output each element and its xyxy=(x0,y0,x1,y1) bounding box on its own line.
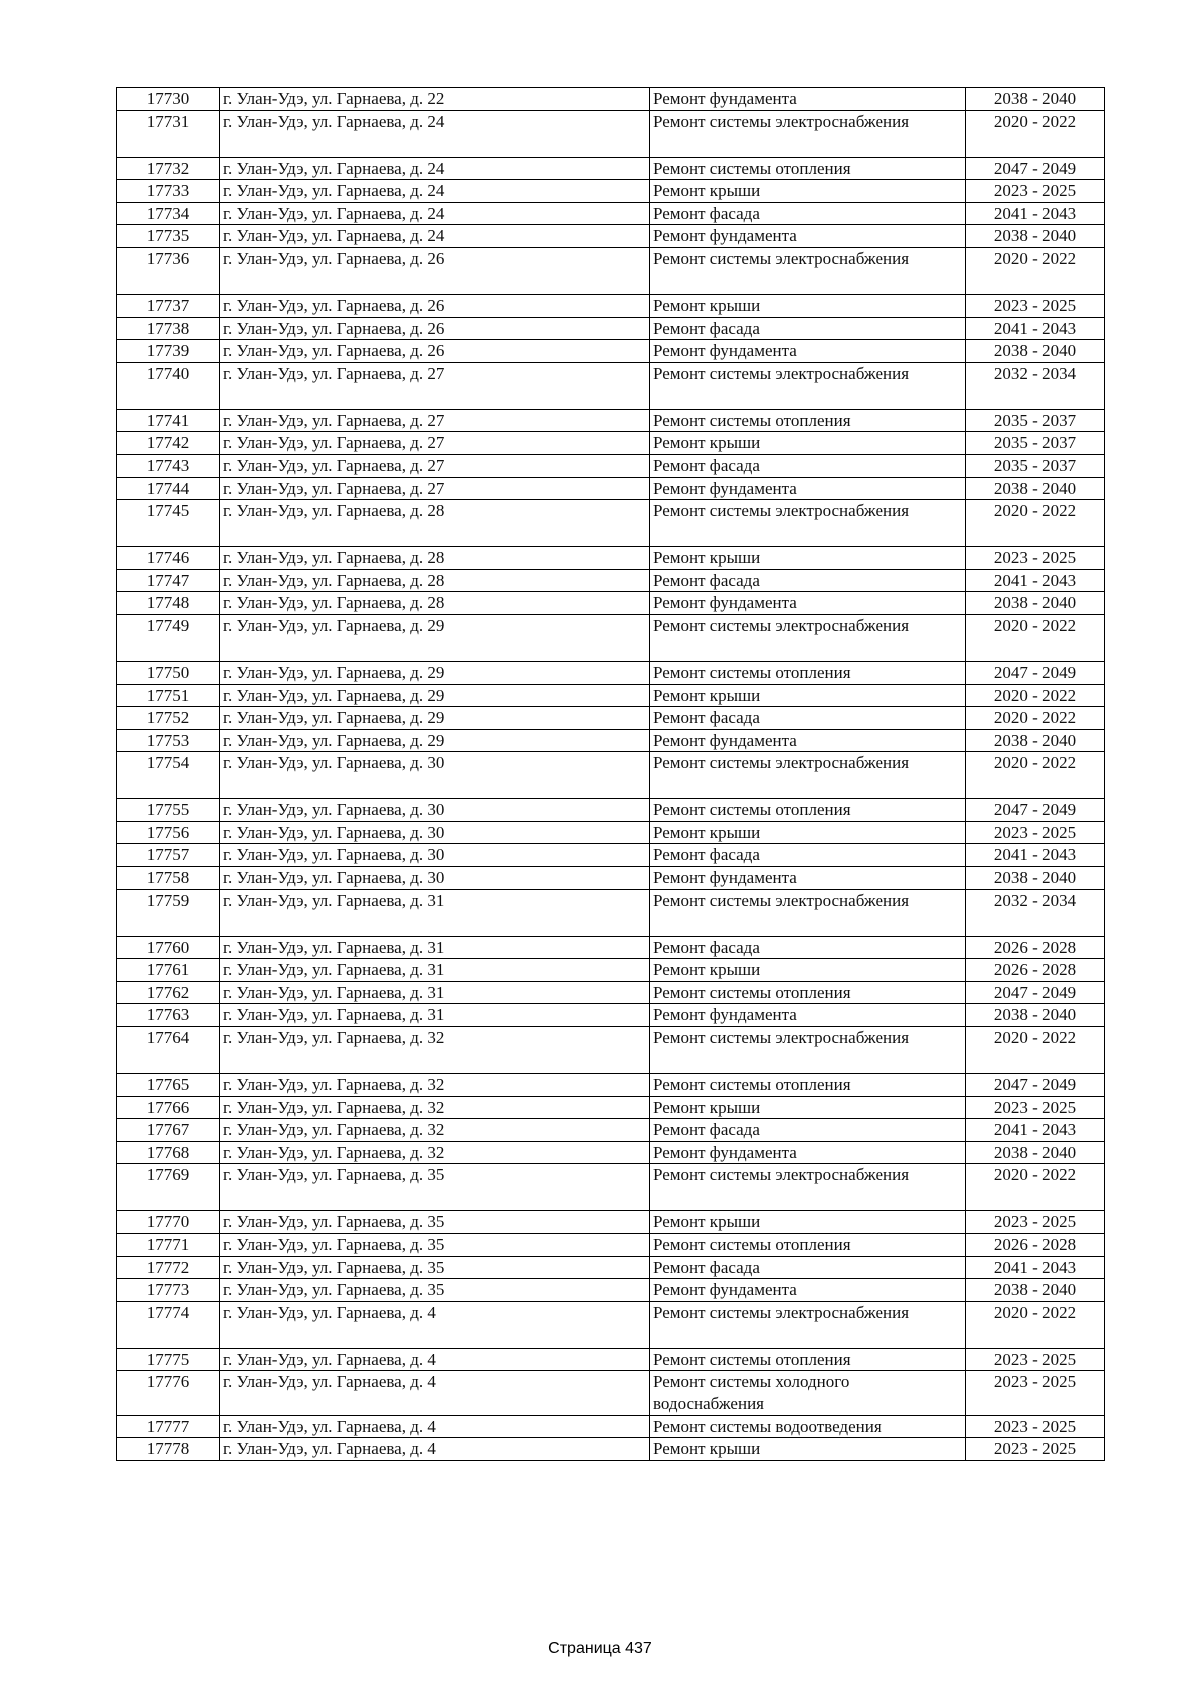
work-type-cell: Ремонт системы отопления xyxy=(650,409,966,432)
address-cell: г. Улан-Удэ, ул. Гарнаева, д. 31 xyxy=(220,889,650,936)
address-cell: г. Улан-Удэ, ул. Гарнаева, д. 4 xyxy=(220,1301,650,1348)
address-cell: г. Улан-Удэ, ул. Гарнаева, д. 32 xyxy=(220,1119,650,1142)
table-row xyxy=(117,1371,1105,1415)
table-row xyxy=(117,294,1105,317)
table-row xyxy=(117,1004,1105,1027)
work-type-cell: Ремонт фундамента xyxy=(650,477,966,500)
work-type-cell: Ремонт фундамента xyxy=(650,1004,966,1027)
period-cell: 2026 - 2028 xyxy=(966,1234,1105,1257)
address-cell: г. Улан-Удэ, ул. Гарнаева, д. 24 xyxy=(220,180,650,203)
table-row xyxy=(117,1301,1105,1348)
table-row xyxy=(117,1027,1105,1074)
address-cell: г. Улан-Удэ, ул. Гарнаева, д. 30 xyxy=(220,821,650,844)
address-cell: г. Улан-Удэ, ул. Гарнаева, д. 22 xyxy=(220,88,650,111)
work-type-cell: Ремонт фасада xyxy=(650,202,966,225)
work-type-cell: Ремонт фундамента xyxy=(650,225,966,248)
address-cell: г. Улан-Удэ, ул. Гарнаева, д. 30 xyxy=(220,844,650,867)
work-type-cell: Ремонт фундамента xyxy=(650,88,966,111)
row-number-cell: 17769 xyxy=(117,1164,220,1211)
address-cell: г. Улан-Удэ, ул. Гарнаева, д. 27 xyxy=(220,362,650,409)
address-cell: г. Улан-Удэ, ул. Гарнаева, д. 31 xyxy=(220,981,650,1004)
period-cell: 2038 - 2040 xyxy=(966,88,1105,111)
period-cell: 2047 - 2049 xyxy=(966,981,1105,1004)
period-cell: 2038 - 2040 xyxy=(966,867,1105,890)
work-type-cell: Ремонт системы отопления xyxy=(650,157,966,180)
work-type-cell: Ремонт фасада xyxy=(650,1256,966,1279)
table-row xyxy=(117,1211,1105,1234)
work-type-cell: Ремонт системы отопления xyxy=(650,1074,966,1097)
row-number-cell: 17751 xyxy=(117,684,220,707)
table-row xyxy=(117,844,1105,867)
address-cell: г. Улан-Удэ, ул. Гарнаева, д. 35 xyxy=(220,1256,650,1279)
row-number-cell: 17743 xyxy=(117,454,220,477)
row-number-cell: 17734 xyxy=(117,202,220,225)
address-cell: г. Улан-Удэ, ул. Гарнаева, д. 28 xyxy=(220,592,650,615)
period-cell: 2026 - 2028 xyxy=(966,936,1105,959)
row-number-cell: 17737 xyxy=(117,294,220,317)
table-row xyxy=(117,1096,1105,1119)
work-type-cell: Ремонт системы отопления xyxy=(650,799,966,822)
table-row xyxy=(117,661,1105,684)
row-number-cell: 17742 xyxy=(117,432,220,455)
period-cell: 2038 - 2040 xyxy=(966,1004,1105,1027)
period-cell: 2023 - 2025 xyxy=(966,821,1105,844)
table-row xyxy=(117,684,1105,707)
table-row xyxy=(117,1074,1105,1097)
period-cell: 2035 - 2037 xyxy=(966,454,1105,477)
row-number-cell: 17763 xyxy=(117,1004,220,1027)
row-number-cell: 17749 xyxy=(117,614,220,661)
work-type-cell: Ремонт системы отопления xyxy=(650,1348,966,1371)
table-row xyxy=(117,180,1105,203)
table-row xyxy=(117,752,1105,799)
address-cell: г. Улан-Удэ, ул. Гарнаева, д. 31 xyxy=(220,1004,650,1027)
address-cell: г. Улан-Удэ, ул. Гарнаева, д. 31 xyxy=(220,959,650,982)
table-row xyxy=(117,477,1105,500)
work-type-cell: Ремонт системы электроснабжения xyxy=(650,1164,966,1211)
address-cell: г. Улан-Удэ, ул. Гарнаева, д. 35 xyxy=(220,1234,650,1257)
row-number-cell: 17731 xyxy=(117,110,220,157)
address-cell: г. Улан-Удэ, ул. Гарнаева, д. 4 xyxy=(220,1415,650,1438)
table-row xyxy=(117,799,1105,822)
period-cell: 2032 - 2034 xyxy=(966,889,1105,936)
work-type-cell: Ремонт системы электроснабжения xyxy=(650,1027,966,1074)
row-number-cell: 17750 xyxy=(117,661,220,684)
row-number-cell: 17736 xyxy=(117,247,220,294)
row-number-cell: 17755 xyxy=(117,799,220,822)
period-cell: 2023 - 2025 xyxy=(966,1438,1105,1461)
repair-schedule-table xyxy=(116,87,1105,1461)
table-row xyxy=(117,1256,1105,1279)
row-number-cell: 17774 xyxy=(117,1301,220,1348)
period-cell: 2023 - 2025 xyxy=(966,1371,1105,1415)
work-type-cell: Ремонт крыши xyxy=(650,432,966,455)
period-cell: 2023 - 2025 xyxy=(966,1348,1105,1371)
work-type-cell: Ремонт крыши xyxy=(650,547,966,570)
address-cell: г. Улан-Удэ, ул. Гарнаева, д. 24 xyxy=(220,110,650,157)
row-number-cell: 17752 xyxy=(117,707,220,730)
work-type-cell: Ремонт системы отопления xyxy=(650,981,966,1004)
row-number-cell: 17732 xyxy=(117,157,220,180)
row-number-cell: 17765 xyxy=(117,1074,220,1097)
row-number-cell: 17745 xyxy=(117,500,220,547)
period-cell: 2047 - 2049 xyxy=(966,157,1105,180)
table-row xyxy=(117,432,1105,455)
address-cell: г. Улан-Удэ, ул. Гарнаева, д. 26 xyxy=(220,317,650,340)
work-type-cell: Ремонт фасада xyxy=(650,454,966,477)
address-cell: г. Улан-Удэ, ул. Гарнаева, д. 4 xyxy=(220,1371,650,1415)
table-row xyxy=(117,889,1105,936)
work-type-cell: Ремонт системы холодного водоснабжения xyxy=(650,1371,966,1415)
table-row xyxy=(117,729,1105,752)
address-cell: г. Улан-Удэ, ул. Гарнаева, д. 28 xyxy=(220,547,650,570)
table-row xyxy=(117,1141,1105,1164)
table-row xyxy=(117,409,1105,432)
row-number-cell: 17775 xyxy=(117,1348,220,1371)
work-type-cell: Ремонт крыши xyxy=(650,1438,966,1461)
period-cell: 2035 - 2037 xyxy=(966,432,1105,455)
period-cell: 2020 - 2022 xyxy=(966,1301,1105,1348)
address-cell: г. Улан-Удэ, ул. Гарнаева, д. 30 xyxy=(220,752,650,799)
address-cell: г. Улан-Удэ, ул. Гарнаева, д. 28 xyxy=(220,500,650,547)
period-cell: 2038 - 2040 xyxy=(966,225,1105,248)
work-type-cell: Ремонт фасада xyxy=(650,844,966,867)
table-row xyxy=(117,981,1105,1004)
address-cell: г. Улан-Удэ, ул. Гарнаева, д. 31 xyxy=(220,936,650,959)
period-cell: 2023 - 2025 xyxy=(966,1211,1105,1234)
row-number-cell: 17738 xyxy=(117,317,220,340)
address-cell: г. Улан-Удэ, ул. Гарнаева, д. 32 xyxy=(220,1141,650,1164)
table-row xyxy=(117,1348,1105,1371)
period-cell: 2020 - 2022 xyxy=(966,1164,1105,1211)
period-cell: 2020 - 2022 xyxy=(966,684,1105,707)
work-type-cell: Ремонт системы электроснабжения xyxy=(650,614,966,661)
table-row xyxy=(117,454,1105,477)
work-type-cell: Ремонт фасада xyxy=(650,707,966,730)
period-cell: 2020 - 2022 xyxy=(966,500,1105,547)
table-row xyxy=(117,340,1105,363)
period-cell: 2020 - 2022 xyxy=(966,614,1105,661)
work-type-cell: Ремонт крыши xyxy=(650,294,966,317)
address-cell: г. Улан-Удэ, ул. Гарнаева, д. 35 xyxy=(220,1279,650,1302)
work-type-cell: Ремонт крыши xyxy=(650,1211,966,1234)
row-number-cell: 17760 xyxy=(117,936,220,959)
table-row xyxy=(117,547,1105,570)
table-row xyxy=(117,821,1105,844)
address-cell: г. Улан-Удэ, ул. Гарнаева, д. 29 xyxy=(220,661,650,684)
period-cell: 2041 - 2043 xyxy=(966,1119,1105,1142)
row-number-cell: 17735 xyxy=(117,225,220,248)
row-number-cell: 17768 xyxy=(117,1141,220,1164)
period-cell: 2020 - 2022 xyxy=(966,752,1105,799)
address-cell: г. Улан-Удэ, ул. Гарнаева, д. 32 xyxy=(220,1096,650,1119)
period-cell: 2038 - 2040 xyxy=(966,1279,1105,1302)
work-type-cell: Ремонт системы электроснабжения xyxy=(650,110,966,157)
row-number-cell: 17733 xyxy=(117,180,220,203)
address-cell: г. Улан-Удэ, ул. Гарнаева, д. 27 xyxy=(220,409,650,432)
period-cell: 2020 - 2022 xyxy=(966,110,1105,157)
row-number-cell: 17772 xyxy=(117,1256,220,1279)
period-cell: 2020 - 2022 xyxy=(966,707,1105,730)
work-type-cell: Ремонт системы электроснабжения xyxy=(650,752,966,799)
address-cell: г. Улан-Удэ, ул. Гарнаева, д. 32 xyxy=(220,1074,650,1097)
work-type-cell: Ремонт фундамента xyxy=(650,1279,966,1302)
address-cell: г. Улан-Удэ, ул. Гарнаева, д. 24 xyxy=(220,157,650,180)
period-cell: 2047 - 2049 xyxy=(966,1074,1105,1097)
address-cell: г. Улан-Удэ, ул. Гарнаева, д. 29 xyxy=(220,684,650,707)
work-type-cell: Ремонт фасада xyxy=(650,569,966,592)
period-cell: 2038 - 2040 xyxy=(966,340,1105,363)
period-cell: 2041 - 2043 xyxy=(966,202,1105,225)
period-cell: 2032 - 2034 xyxy=(966,362,1105,409)
row-number-cell: 17739 xyxy=(117,340,220,363)
row-number-cell: 17759 xyxy=(117,889,220,936)
table-row xyxy=(117,707,1105,730)
work-type-cell: Ремонт системы электроснабжения xyxy=(650,889,966,936)
address-cell: г. Улан-Удэ, ул. Гарнаева, д. 26 xyxy=(220,294,650,317)
work-type-cell: Ремонт системы электроснабжения xyxy=(650,362,966,409)
row-number-cell: 17730 xyxy=(117,88,220,111)
address-cell: г. Улан-Удэ, ул. Гарнаева, д. 24 xyxy=(220,202,650,225)
period-cell: 2047 - 2049 xyxy=(966,661,1105,684)
row-number-cell: 17747 xyxy=(117,569,220,592)
period-cell: 2038 - 2040 xyxy=(966,592,1105,615)
period-cell: 2038 - 2040 xyxy=(966,477,1105,500)
period-cell: 2038 - 2040 xyxy=(966,1141,1105,1164)
row-number-cell: 17771 xyxy=(117,1234,220,1257)
period-cell: 2041 - 2043 xyxy=(966,569,1105,592)
table-row xyxy=(117,500,1105,547)
row-number-cell: 17777 xyxy=(117,1415,220,1438)
period-cell: 2023 - 2025 xyxy=(966,180,1105,203)
period-cell: 2047 - 2049 xyxy=(966,799,1105,822)
work-type-cell: Ремонт фундамента xyxy=(650,592,966,615)
work-type-cell: Ремонт фундамента xyxy=(650,1141,966,1164)
row-number-cell: 17773 xyxy=(117,1279,220,1302)
address-cell: г. Улан-Удэ, ул. Гарнаева, д. 28 xyxy=(220,569,650,592)
table-row xyxy=(117,1164,1105,1211)
period-cell: 2026 - 2028 xyxy=(966,959,1105,982)
row-number-cell: 17757 xyxy=(117,844,220,867)
period-cell: 2023 - 2025 xyxy=(966,547,1105,570)
work-type-cell: Ремонт фасада xyxy=(650,1119,966,1142)
table-row xyxy=(117,362,1105,409)
address-cell: г. Улан-Удэ, ул. Гарнаева, д. 27 xyxy=(220,477,650,500)
work-type-cell: Ремонт системы электроснабжения xyxy=(650,1301,966,1348)
address-cell: г. Улан-Удэ, ул. Гарнаева, д. 4 xyxy=(220,1348,650,1371)
row-number-cell: 17761 xyxy=(117,959,220,982)
row-number-cell: 17762 xyxy=(117,981,220,1004)
row-number-cell: 17756 xyxy=(117,821,220,844)
address-cell: г. Улан-Удэ, ул. Гарнаева, д. 30 xyxy=(220,867,650,890)
address-cell: г. Улан-Удэ, ул. Гарнаева, д. 29 xyxy=(220,707,650,730)
work-type-cell: Ремонт крыши xyxy=(650,180,966,203)
work-type-cell: Ремонт крыши xyxy=(650,684,966,707)
address-cell: г. Улан-Удэ, ул. Гарнаева, д. 26 xyxy=(220,340,650,363)
table-body xyxy=(117,88,1105,1461)
address-cell: г. Улан-Удэ, ул. Гарнаева, д. 29 xyxy=(220,614,650,661)
row-number-cell: 17754 xyxy=(117,752,220,799)
row-number-cell: 17767 xyxy=(117,1119,220,1142)
work-type-cell: Ремонт системы электроснабжения xyxy=(650,247,966,294)
work-type-cell: Ремонт крыши xyxy=(650,821,966,844)
work-type-cell: Ремонт крыши xyxy=(650,1096,966,1119)
work-type-cell: Ремонт системы водоотведения xyxy=(650,1415,966,1438)
work-type-cell: Ремонт фундамента xyxy=(650,867,966,890)
table-row xyxy=(117,88,1105,111)
period-cell: 2041 - 2043 xyxy=(966,1256,1105,1279)
row-number-cell: 17744 xyxy=(117,477,220,500)
address-cell: г. Улан-Удэ, ул. Гарнаева, д. 26 xyxy=(220,247,650,294)
table-row xyxy=(117,936,1105,959)
table-row xyxy=(117,1119,1105,1142)
work-type-cell: Ремонт фасада xyxy=(650,936,966,959)
period-cell: 2041 - 2043 xyxy=(966,317,1105,340)
address-cell: г. Улан-Удэ, ул. Гарнаева, д. 29 xyxy=(220,729,650,752)
address-cell: г. Улан-Удэ, ул. Гарнаева, д. 35 xyxy=(220,1211,650,1234)
work-type-cell: Ремонт крыши xyxy=(650,959,966,982)
row-number-cell: 17776 xyxy=(117,1371,220,1415)
row-number-cell: 17741 xyxy=(117,409,220,432)
table-row xyxy=(117,614,1105,661)
table-row xyxy=(117,247,1105,294)
address-cell: г. Улан-Удэ, ул. Гарнаева, д. 30 xyxy=(220,799,650,822)
period-cell: 2023 - 2025 xyxy=(966,1415,1105,1438)
work-type-cell: Ремонт фундамента xyxy=(650,729,966,752)
table-row xyxy=(117,1279,1105,1302)
row-number-cell: 17758 xyxy=(117,867,220,890)
row-number-cell: 17740 xyxy=(117,362,220,409)
row-number-cell: 17778 xyxy=(117,1438,220,1461)
period-cell: 2041 - 2043 xyxy=(966,844,1105,867)
work-type-cell: Ремонт системы электроснабжения xyxy=(650,500,966,547)
period-cell: 2020 - 2022 xyxy=(966,247,1105,294)
period-cell: 2020 - 2022 xyxy=(966,1027,1105,1074)
address-cell: г. Улан-Удэ, ул. Гарнаева, д. 27 xyxy=(220,454,650,477)
period-cell: 2023 - 2025 xyxy=(966,294,1105,317)
period-cell: 2023 - 2025 xyxy=(966,1096,1105,1119)
row-number-cell: 17748 xyxy=(117,592,220,615)
table-row xyxy=(117,569,1105,592)
table-row xyxy=(117,867,1105,890)
row-number-cell: 17770 xyxy=(117,1211,220,1234)
table-row xyxy=(117,1438,1105,1461)
table-row xyxy=(117,110,1105,157)
work-type-cell: Ремонт системы отопления xyxy=(650,1234,966,1257)
table-row xyxy=(117,959,1105,982)
page-number: Страница 437 xyxy=(548,1640,652,1657)
address-cell: г. Улан-Удэ, ул. Гарнаева, д. 35 xyxy=(220,1164,650,1211)
table-row xyxy=(117,202,1105,225)
table-row xyxy=(117,592,1105,615)
period-cell: 2035 - 2037 xyxy=(966,409,1105,432)
work-type-cell: Ремонт фасада xyxy=(650,317,966,340)
work-type-cell: Ремонт фундамента xyxy=(650,340,966,363)
table-row xyxy=(117,1415,1105,1438)
row-number-cell: 17766 xyxy=(117,1096,220,1119)
address-cell: г. Улан-Удэ, ул. Гарнаева, д. 24 xyxy=(220,225,650,248)
address-cell: г. Улан-Удэ, ул. Гарнаева, д. 27 xyxy=(220,432,650,455)
work-type-cell: Ремонт системы отопления xyxy=(650,661,966,684)
address-cell: г. Улан-Удэ, ул. Гарнаева, д. 32 xyxy=(220,1027,650,1074)
table-row xyxy=(117,157,1105,180)
address-cell: г. Улан-Удэ, ул. Гарнаева, д. 4 xyxy=(220,1438,650,1461)
row-number-cell: 17764 xyxy=(117,1027,220,1074)
table-row xyxy=(117,1234,1105,1257)
row-number-cell: 17753 xyxy=(117,729,220,752)
table-row xyxy=(117,225,1105,248)
row-number-cell: 17746 xyxy=(117,547,220,570)
table-row xyxy=(117,317,1105,340)
period-cell: 2038 - 2040 xyxy=(966,729,1105,752)
